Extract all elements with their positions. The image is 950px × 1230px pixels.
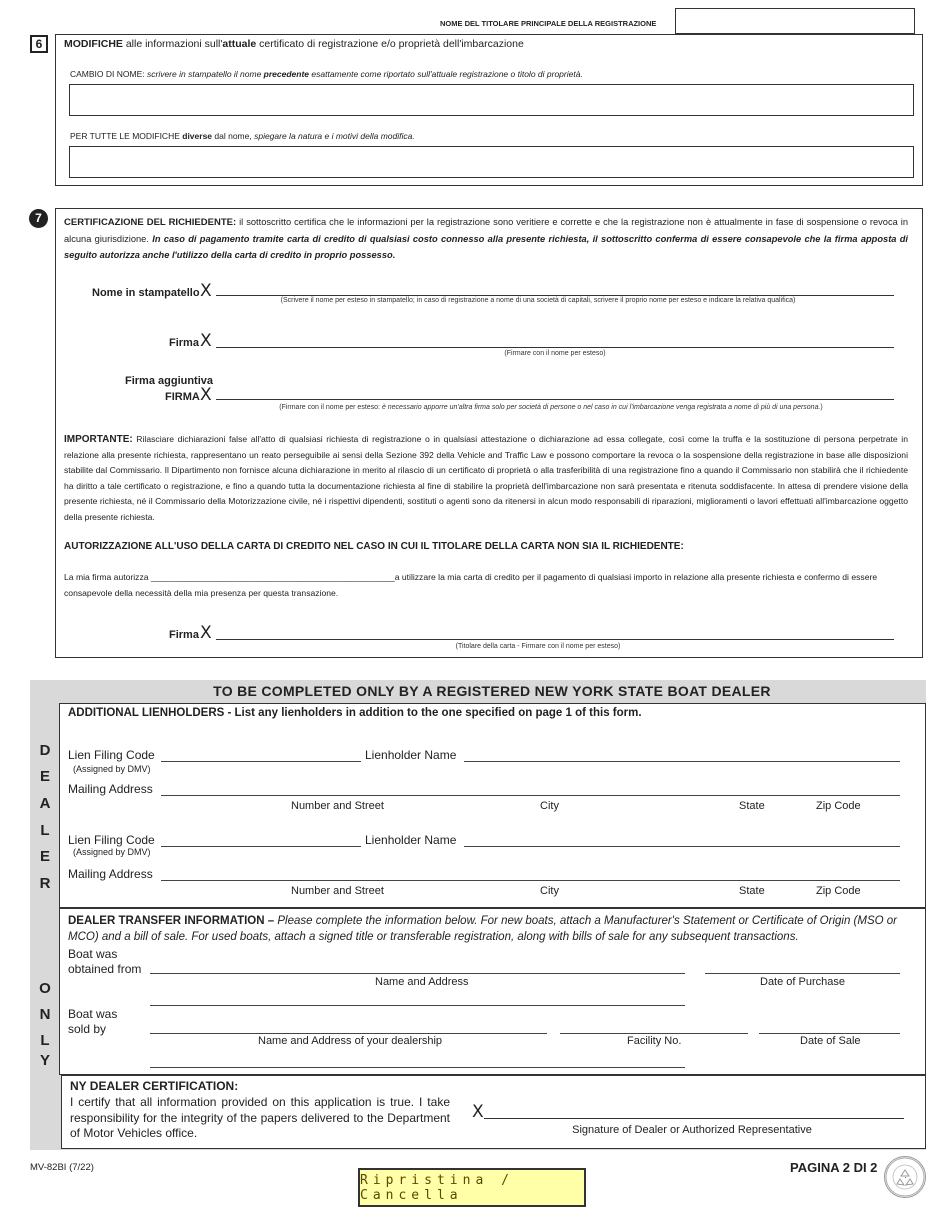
mailing-address-label: Mailing Address [68, 867, 153, 881]
dealer-signature-caption: Signature of Dealer or Authorized Representative [572, 1124, 812, 1136]
print-name-x: X [200, 281, 212, 301]
dealer-side-letter: E [39, 768, 50, 785]
name-address-dealership-caption: Name and Address of your dealership [258, 1035, 443, 1047]
lien-filing-code-label: Lien Filing Code [68, 748, 155, 762]
other-changes-field[interactable] [69, 146, 914, 178]
obtained-label-1: Boat was [68, 947, 118, 961]
lien-filing-code-line[interactable] [161, 833, 361, 847]
print-name-caption: (Scrivere il nome per esteso in stampatello; in caso di registrazione a nome di una società di capitali, scrivere il proprio nome per esteso e indicare la relativa qualifica) [280, 297, 796, 304]
dealer-side-letter: N [39, 1006, 51, 1023]
date-purchase-line[interactable] [705, 960, 900, 974]
lienholder-name-line[interactable] [464, 833, 900, 847]
reset-button[interactable] [358, 1168, 586, 1207]
other-changes-instructions: PER TUTTE LE MODIFICHE diverse dal nome, spiegare la natura e i motivi della modifica. [70, 131, 415, 141]
section-6-number: 6 [30, 35, 48, 53]
date-sale-line[interactable] [759, 1020, 900, 1034]
additional-signature-line[interactable] [216, 386, 894, 400]
obtained-from-line[interactable] [150, 960, 685, 974]
dealer-side-letter: A [39, 795, 51, 812]
assigned-by-dmv: (Assigned by DMV) [73, 764, 151, 774]
cc-signature-x: X [200, 623, 212, 643]
dealer-certification-title: NY DEALER CERTIFICATION: [70, 1079, 239, 1093]
sold-by-line-2[interactable] [150, 1054, 685, 1068]
credit-card-text: La mia firma autorizza ___________________________________________________a utilizzare la mia carta di credito per il pagamento di qualsiasi importo in relazione alla presente richiesta e confermo di essere consapevole della necessità della mia presenza per questa transazione. [64, 572, 878, 598]
recycle-seal-text [905, 1177, 906, 1178]
lien-filing-code-line[interactable] [161, 748, 361, 762]
signature-line[interactable] [216, 334, 894, 348]
additional-signature-label: Firma aggiuntiva [125, 375, 214, 387]
dealer-banner: TO BE COMPLETED ONLY BY A REGISTERED NEW YORK STATE BOAT DEALER [213, 683, 771, 699]
lienholder-name-line[interactable] [464, 748, 900, 762]
dealer-side-letter: Y [39, 1052, 50, 1069]
additional-signature-caption: (Firmare con il nome per esteso: è necessario apporre un'altra firma solo per società di persone o nel caso in cui l'imbarcazione venga registrata a nome di più di una persona.) [279, 404, 823, 411]
mailing-address-line[interactable] [161, 782, 900, 796]
sold-label-2: sold by [68, 1022, 107, 1036]
previous-name-field[interactable] [69, 84, 914, 116]
applicant-certification: CERTIFICAZIONE DEL RICHIEDENTE: il sottoscritto certifica che le informazioni per la registrazione sono veritiere e corrette e che la registrazione non è attualmente in fase di sospensione o revoca in alcuna giurisdizione. In caso di pagamento tramite carta di credito di qualsiasi costo connesso alla presente richiesta, il sottoscritto conferma di essere consapevole che la firma apposta di seguito autorizza anche l'utilizzo della carta di credito in proprio possesso. [64, 217, 909, 260]
state-caption: State [739, 800, 765, 812]
additional-firma-label: FIRMA [165, 391, 200, 403]
dealer-transfer-text: DEALER TRANSFER INFORMATION – Please complete the information below. For new boats, attach a Manufacturer's Statement or Certificate of Origin (MSO or MCO) and a bill of sale. For used boats, attach a signed title or transferable registration, along with bills of sale for any subsequent transactions. [68, 915, 897, 943]
lienholder-name-label: Lienholder Name [365, 833, 457, 847]
name-change-instructions: CAMBIO DI NOME: scrivere in stampatello il nome precedente esattamente come riportato sull'attuale registrazione o titolo di proprietà. [70, 69, 583, 79]
sold-label-1: Boat was [68, 1007, 118, 1021]
dealer-side-letter: L [40, 822, 50, 839]
section-7-number: 7 [29, 209, 48, 228]
signature-caption: (Firmare con il nome per esteso) [504, 350, 606, 357]
facility-no-line[interactable] [560, 1020, 748, 1034]
number-street-caption: Number and Street [291, 885, 384, 897]
date-purchase-caption: Date of Purchase [760, 976, 845, 988]
lienholders-title: ADDITIONAL LIENHOLDERS - List any lienholders in addition to the one specified on page 1 of this form. [68, 707, 642, 719]
cc-signature-line[interactable] [216, 626, 894, 640]
city-caption: City [540, 885, 559, 897]
cc-signature-label: Firma [169, 629, 199, 641]
page-indicator: PAGINA 2 DI 2 [790, 1160, 878, 1175]
city-caption: City [540, 800, 559, 812]
form-code: MV-82BI (7/22) [30, 1162, 94, 1173]
owner-label: NOME DEL TITOLARE PRINCIPALE DELLA REGISTRAZIONE [440, 19, 657, 28]
owner-name-field[interactable] [675, 8, 915, 34]
state-caption: State [739, 885, 765, 897]
facility-no-caption: Facility No. [627, 1035, 682, 1047]
dealer-side-letter: O [39, 980, 51, 997]
sold-by-line[interactable] [150, 1020, 547, 1034]
lien-filing-code-label: Lien Filing Code [68, 833, 155, 847]
zip-caption: Zip Code [816, 885, 861, 897]
signature-x: X [200, 331, 212, 351]
print-name-label: Nome in stampatello [92, 287, 200, 299]
dealer-signature-line[interactable] [484, 1105, 904, 1119]
credit-card-title: AUTORIZZAZIONE ALL'USO DELLA CARTA DI CREDITO NEL CASO IN CUI IL TITOLARE DELLA CARTA NON SIA IL RICHIEDENTE: [64, 541, 684, 552]
print-name-line[interactable] [216, 282, 894, 296]
number-street-caption: Number and Street [291, 800, 384, 812]
additional-signature-x: X [200, 385, 212, 405]
obtained-label-2: obtained from [68, 962, 142, 976]
dealer-signature-x: X [472, 1102, 484, 1122]
lienholder-name-label: Lienholder Name [365, 748, 457, 762]
mailing-address-line[interactable] [161, 867, 900, 881]
recycle-seal-icon [884, 1156, 926, 1198]
dealer-side-letter: D [39, 742, 51, 759]
section-6-title: MODIFICHE alle informazioni sull'attuale certificato di registrazione e/o proprietà dell'imbarcazione [64, 38, 524, 50]
name-address-caption: Name and Address [375, 976, 469, 988]
dealer-certification-text: I certify that all information provided on this application is true. I take responsibility for the integrity of the papers delivered to the Department of Motor Vehicles office. [70, 1095, 450, 1140]
assigned-by-dmv: (Assigned by DMV) [73, 847, 151, 857]
zip-caption: Zip Code [816, 800, 861, 812]
mailing-address-label: Mailing Address [68, 782, 153, 796]
cc-signature-caption: (Titolare della carta - Firmare con il nome per esteso) [455, 643, 621, 650]
dealer-side-letter: L [40, 1032, 50, 1049]
important-notice: IMPORTANTE: Rilasciare dichiarazioni false all'atto di qualsiasi richiesta di registrazione o in qualsiasi attestazione o dichiarazione ad essa collegate, così come la truffa e la sostituzione di persona perpetrate in relazione alla presente richiesta, rappresentano un reato perseguibile ai sensi della Sezione 392 della Vehicle and Traffic Law e possono comportare la revoca o la sospensione della registrazione in base alle disposizioni stabilite dal Commissario. Il Dipartimento non fornisce alcuna dichiarazione in merito al rilascio di un certificato di proprietà o alla trasferibilità di una registrazione fino a quando il Commissario non stabilirà che il richiedente ha diritto a tale certificato o registrazione, e fino a quando tutta la documentazione richiesta al fine di stabilire la proprietà dell'imbarcazione non sarà presentata e ritenuta soddisfacente. In attesa di prendere visione della presente richiesta, né il Commissario della Motorizzazione civile, né i rispettivi dipendenti, sostituti o agenti sono da ritenersi in alcun modo responsabili di riparazioni, miglioramenti o lavori effettuati all'imbarcazione oggetto della presente richiesta. [64, 434, 908, 522]
dealer-side-letter: R [39, 875, 51, 892]
date-sale-caption: Date of Sale [800, 1035, 861, 1047]
signature-label: Firma [169, 337, 199, 349]
dealer-side-letter: E [39, 848, 50, 865]
obtained-from-line-2[interactable] [150, 992, 685, 1006]
reset-button-label: Ripristina / Cancella [360, 1172, 514, 1203]
